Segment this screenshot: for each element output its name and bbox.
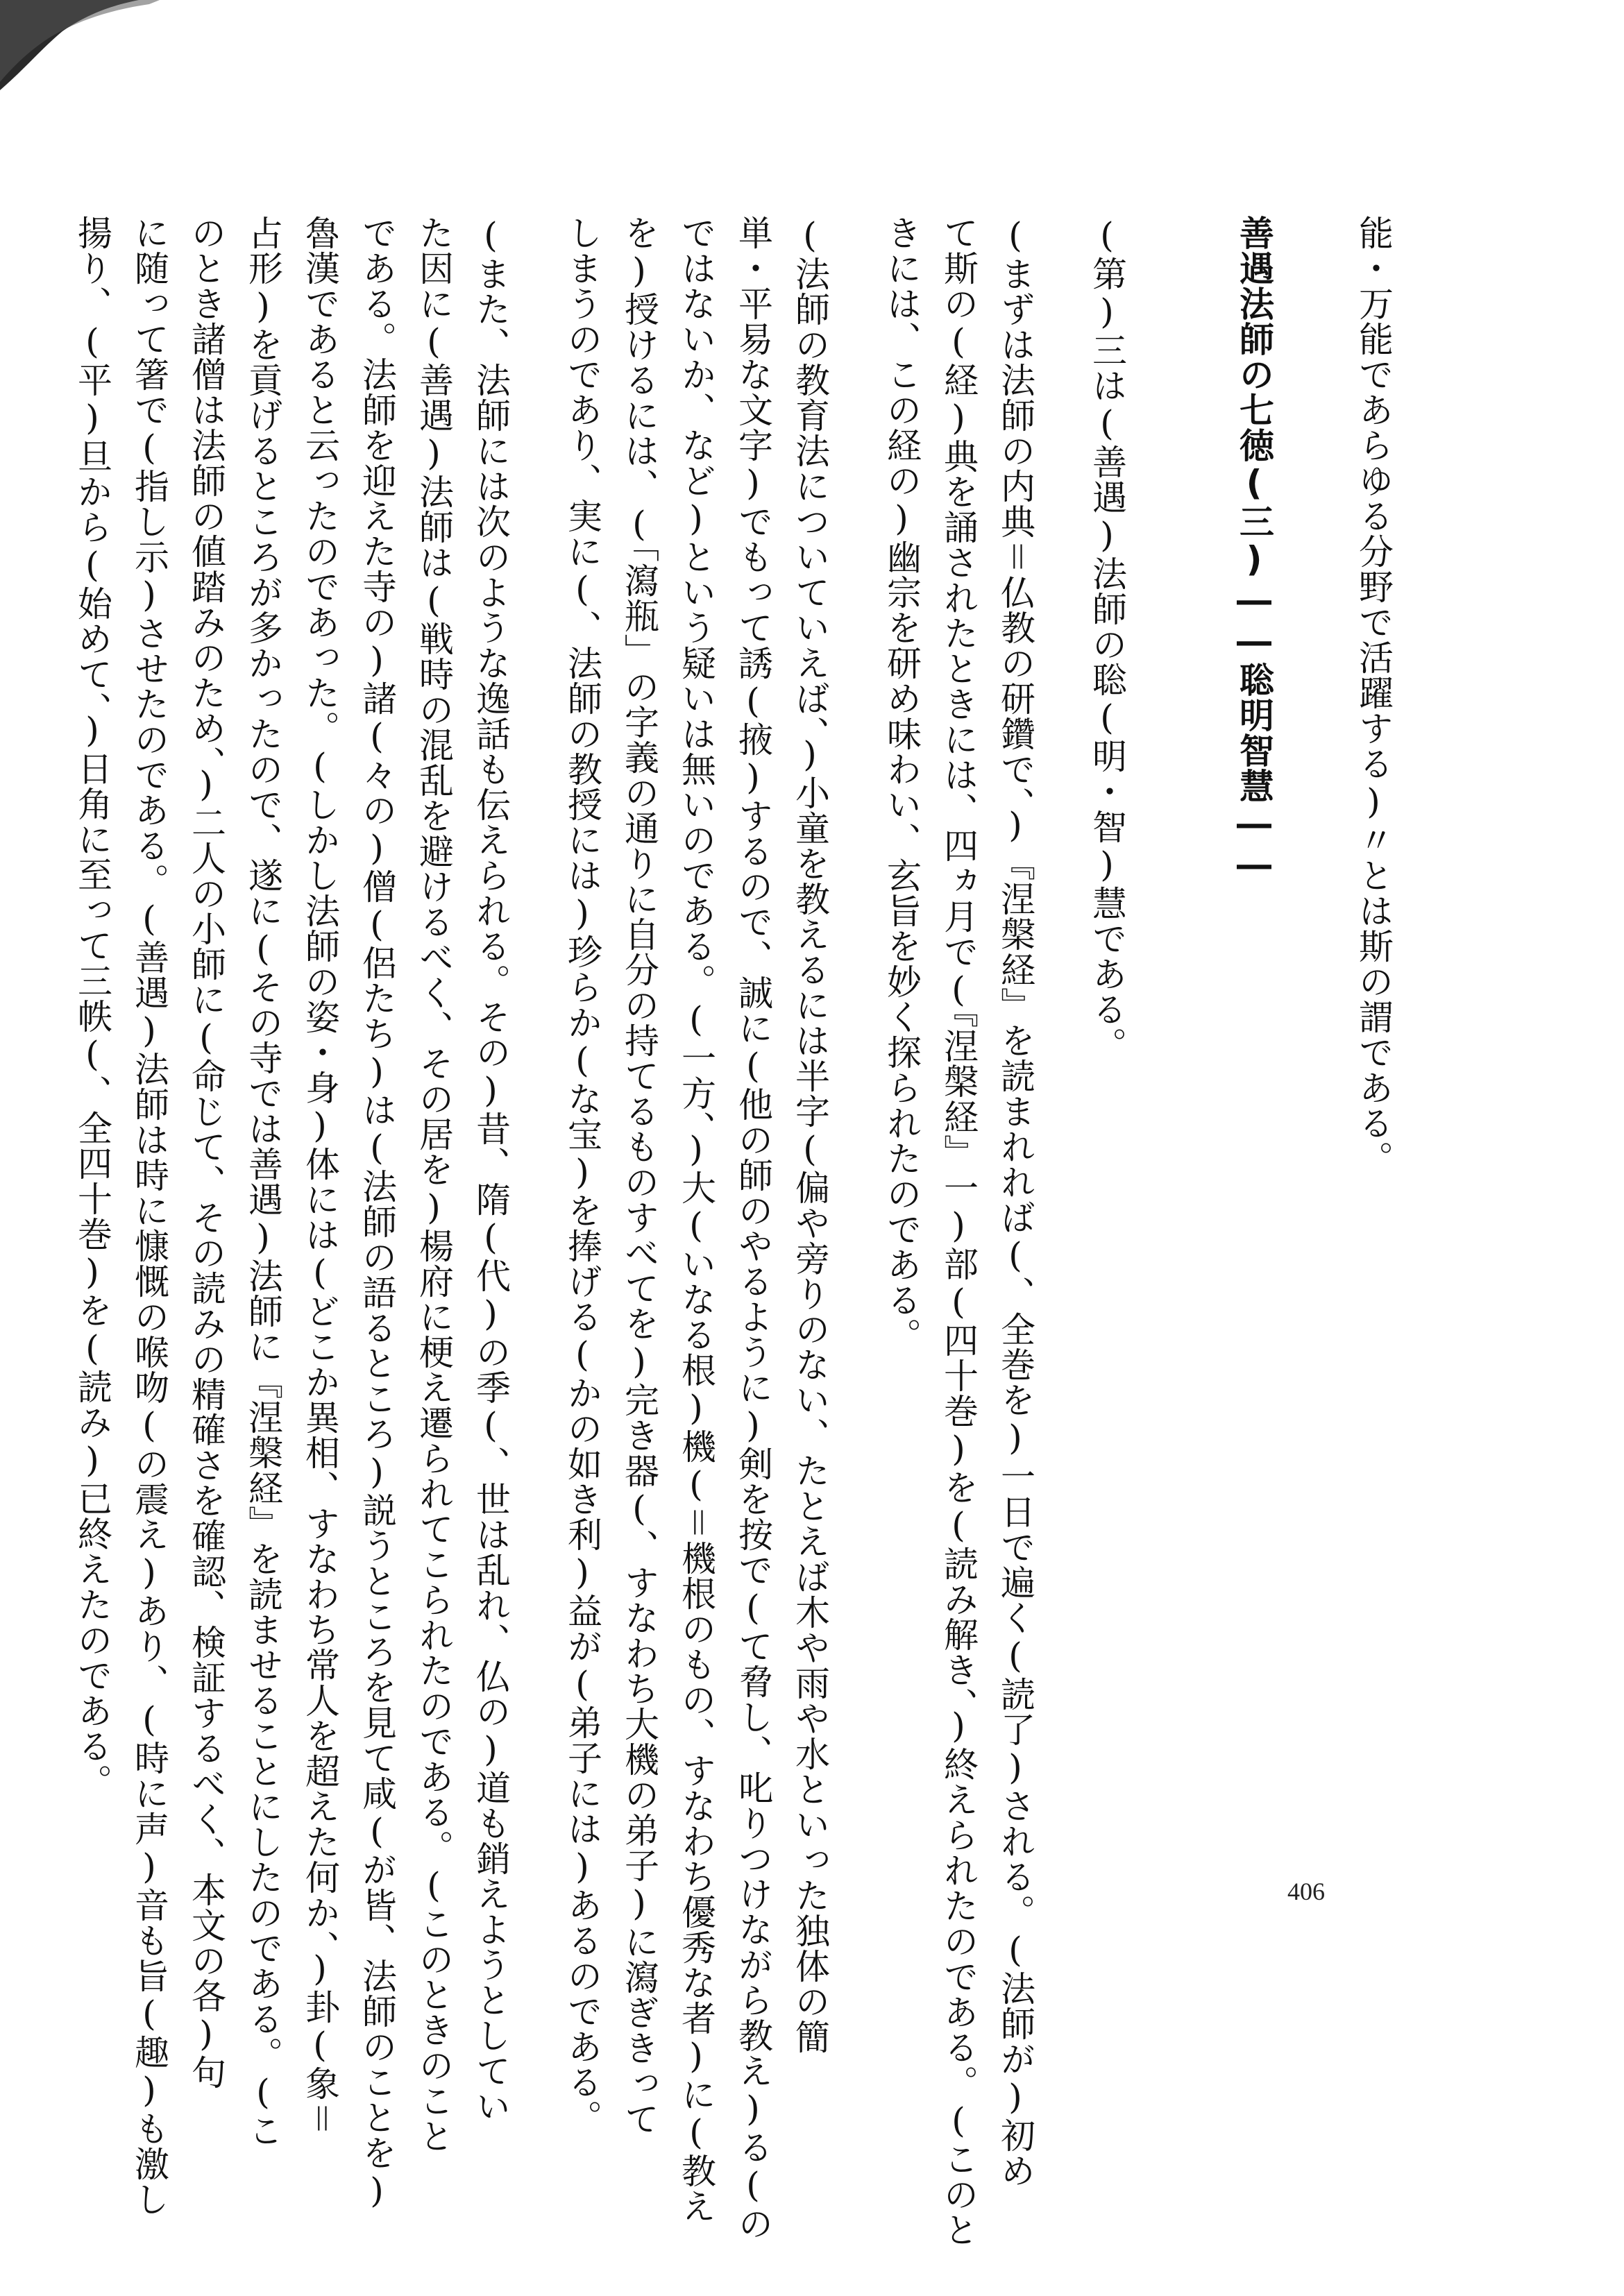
- text-line: て斯の(経)典を誦されたときには、四ヵ月で(『涅槃経』一)部(四十巻)を(読み解き、)終えられたのである。(このと: [938, 215, 979, 2247]
- text-line: のとき諸僧は法師の値踏みのため、)二人の小師に(命じて、その読みの精確さを確認、検証するべく、本文の各)句: [186, 215, 226, 2090]
- scan-corner-shadow: [0, 0, 160, 97]
- text-line: に随って箸で(指し示)させたのである。(善遇)法師は時に慷慨の喉吻(の震え)あり、(時に声)音も旨(趣)も激し: [129, 215, 169, 2217]
- text-line: た因に(善遇)法師は(戦時の混乱を避けるべく、その居を)楊府に梗え遷られてこられたのである。(このときのこと: [414, 215, 454, 2154]
- text-line: しまうのであり、実に(、法師の教授には)珍らか(な宝)を捧げる(かの如き利)益が(弟子には)あるのである。: [562, 215, 602, 2135]
- page-number: 406: [1287, 1878, 1325, 1905]
- text-line: 占形)を貢げるところが多かったので、遂に(その寺では善遇)法師に『涅槃経』を読ませることにしたのである。(こ: [243, 215, 283, 2148]
- text-line: 魯漢であると云ったのであった。(しかし法師の姿・身)体には(どこか異相、すなわち常人を超えた何か、)卦(象＝: [300, 215, 340, 2136]
- text-line: (法師の教育法についていえば、)小童を教えるには半字(偏や旁りのない、たとえば木や雨や水といった独体の簡: [790, 215, 830, 2055]
- text-line: ではないか、など)という疑いは無いのである。(一方、)大(いなる根)機(＝機根のもの、すなわち優秀な者)に(教え: [676, 215, 716, 2224]
- text-line: (また、法師には次のような逸話も伝えられる。その)昔、隋(代)の季(、世は乱れ、仏の)道も銷えようとしてい: [471, 215, 511, 2124]
- text-line: を)授けるには、(「瀉瓶」の字義の通りに自分の持てるものすべてを)完き器(、すなわち大機の弟子)に瀉ぎきって: [619, 215, 659, 2136]
- paragraph-gap: [1317, 215, 1345, 1811]
- text-line: (まずは法師の内典＝仏教の研鑽で、)『涅槃経』を読まれれば(、全巻を)一日で遍く(読了)される。(法師が)初め: [995, 215, 1035, 2188]
- text-line: きには、この経の)幽宗を研め味わい、玄旨を妙く探られたのである。: [881, 215, 922, 1353]
- text-line: 揚り、(平)旦から(始めて、)日角に至って三帙(、全四十巻)を(読み)已終えたのである。: [72, 215, 112, 1799]
- text-line: (第)三は(善遇)法師の聡(明・智)慧である。: [1087, 215, 1127, 1062]
- text-line: 単・平易な文字)でもって誘(掖)するので、誠に(他の師のやるように)剣を按で(て脅し、叱りつけながら教え)る(の: [733, 215, 773, 2241]
- section-heading: 善遇法師の七徳(三)――聡明智慧――: [1234, 215, 1274, 885]
- text-line: 能・万能であらゆる分野で活躍する)〃とは斯の謂である。: [1353, 215, 1394, 1176]
- text-line: である。法師を迎えた寺の)諸(々の)僧(侶たち)は(法師の語るところ)説うところを見て咸(が皆、法師のことを): [357, 215, 397, 2211]
